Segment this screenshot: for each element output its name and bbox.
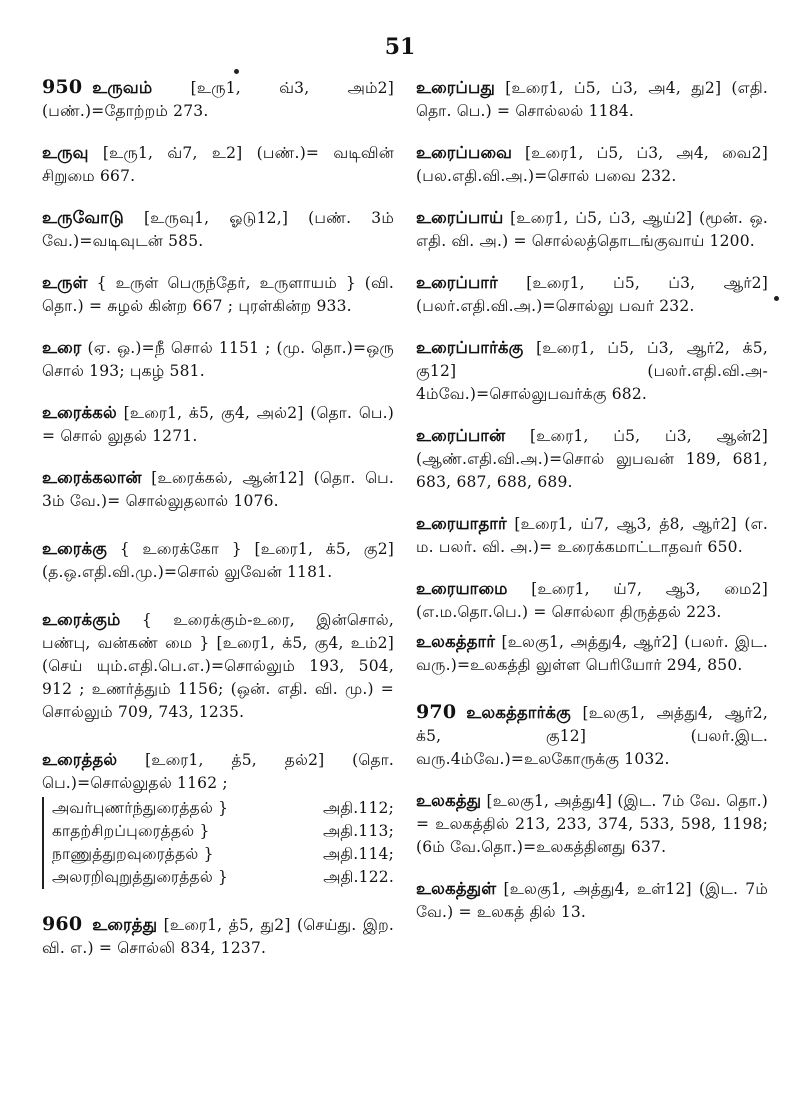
headword: உரைக்கு xyxy=(42,539,108,558)
left-column xyxy=(42,76,394,960)
definition: [உரை1, ப்5, ப்3, ஆன்2] (ஆண்.எதி.வி.அ.)=சொல் லுபவன் 189, 681, 683, 687, 688, 689. xyxy=(416,427,768,491)
sub-entry-row xyxy=(52,797,394,820)
dictionary-entry xyxy=(416,701,768,771)
definition: [உரை1, ப்5, ப்3, அ4, வை2] (பல.எதி.வி.அ.)=சொல் பவை 232. xyxy=(416,144,768,185)
headword: உரையாதார் xyxy=(416,514,507,533)
dictionary-entry xyxy=(416,206,768,253)
print-speck xyxy=(774,296,779,301)
headword: உரைத்து xyxy=(92,915,158,934)
dictionary-entry xyxy=(42,401,394,448)
dictionary-entry xyxy=(42,336,394,383)
definition: [உலகு1, அத்து4, உள்12] (இட. 7ம் வே.) = உலகத் தில் 13. xyxy=(416,880,768,921)
definition: [உரு1, வ்3, அம்2] (பண்.)=தோற்றம் 273. xyxy=(42,79,394,120)
headword: உரைக்கும் xyxy=(42,610,121,629)
dictionary-entry xyxy=(416,424,768,494)
dictionary-entry xyxy=(42,271,394,318)
sub-entry-title: நாணுத்துறவுரைத்தல் } xyxy=(52,845,214,863)
sub-entry-title: அலரறிவுறுத்துரைத்தல் } xyxy=(52,868,229,886)
headword: உரைக்கலான் xyxy=(42,468,142,487)
entry-number: 950 xyxy=(42,76,83,98)
right-column xyxy=(416,76,768,924)
definition: [உரை1, க்5, கு4, அல்2] (தொ. பெ.) = சொல் லுதல் 1271. xyxy=(42,404,394,445)
definition: [உருவு1, ஓடு12,] (பண். 3ம் வே.)=வடிவுடன் 585. xyxy=(42,209,394,250)
headword: உருவு xyxy=(42,143,89,162)
definition: [உரை1, ப்5, ப்3, ஆர்2, க்5, கு12] (பலர்.எதி.வி.அ- 4ம்வே.)=சொல்லுபவர்க்கு 682. xyxy=(416,339,768,403)
definition: { உருள் பெருந்தேர், உருளாயம் } (வி. தொ.) = சுழல் கின்ற 667 ; புரள்கின்ற 933. xyxy=(42,274,394,315)
dictionary-entry xyxy=(42,608,394,724)
dictionary-entry xyxy=(42,206,394,253)
dictionary-entry xyxy=(42,913,394,960)
print-speck xyxy=(234,69,239,74)
headword: உரைப்பார்க்கு xyxy=(416,338,524,357)
definition: [உரைக்கல், ஆன்12] (தொ. பெ. 3ம் வே.)= சொல்லுதலால் 1076. xyxy=(42,469,394,510)
headword: உலகத்துள் xyxy=(416,879,497,898)
definition: [உரை1, ப்5, ப்3, அ4, து2] (எதி. தொ. பெ.) = சொல்லல் 1184. xyxy=(416,79,768,120)
definition: [உரை1, ய்7, ஆ3, மை2] (எ.ம.தொ.பெ.) = சொல்லா திருத்தல் 223. xyxy=(416,580,768,621)
dictionary-entry xyxy=(42,141,394,188)
dictionary-entry xyxy=(416,76,768,123)
sub-entry-row xyxy=(52,866,394,889)
dictionary-entry xyxy=(416,630,768,677)
entry-number: 970 xyxy=(416,701,457,723)
headword: உலகத்தார்க்கு xyxy=(466,703,571,722)
definition: { உரைக்கும்-உரை, இன்சொல், பண்பு, வன்கண் மை } [உரை1, க்5, கு4, உம்2] (செய் யும்.எதி.பெ.எ.)=சொல்லும் 193, 504, 912 ; உணர்த்தும் 1156; (ஒன். எதி. வி. மு.) = சொல்லும் 709, 743, 1235. xyxy=(42,611,394,721)
dictionary-entry xyxy=(416,512,768,559)
headword: உரைப்பது xyxy=(416,78,495,97)
sub-entry-ref: அதி.113; xyxy=(322,822,394,840)
definition: { உரைக்கோ } [உரை1, க்5, கு2] (த.ஒ.எதி.வி.மு.)=சொல் லுவேன் 1181. xyxy=(42,540,394,581)
dictionary-entry xyxy=(416,141,768,188)
dictionary-entry xyxy=(42,76,394,123)
headword: உரையாமை xyxy=(416,579,508,598)
entry-number: 960 xyxy=(42,913,83,935)
dictionary-entry xyxy=(42,748,394,889)
sub-entry-ref: அதி.114; xyxy=(322,845,394,863)
dictionary-entry xyxy=(42,466,394,513)
sub-entry-ref: அதி.112; xyxy=(322,799,394,817)
definition: [உரை1, த்5, து2] (செய்து. இற. வி. எ.) = சொல்லி 834, 1237. xyxy=(42,916,394,957)
definition: [உரை1, ய்7, ஆ3, த்8, ஆர்2] (எ. ம. பலர். வி. அ.)= உரைக்கமாட்டாதவர் 650. xyxy=(416,515,768,556)
definition: [உரை1, ப்5, ப்3, ஆர்2] (பலர்.எதி.வி.அ.)=சொல்லு பவர் 232. xyxy=(416,274,768,315)
headword: உலகத்தார் xyxy=(416,632,496,651)
definition: [உரு1, வ்7, உ2] (பண்.)= வடிவின் சிறுமை 667. xyxy=(42,144,394,185)
headword: உரைப்பார் xyxy=(416,273,498,292)
dictionary-entry xyxy=(416,789,768,859)
dictionary-entry xyxy=(416,336,768,406)
dictionary-entry xyxy=(42,537,394,584)
headword: உரைத்தல் xyxy=(42,750,118,769)
definition: [உலகு1, அத்து4, ஆர்2, க்5, கு12] (பலர்.இட. வரு.4ம்வே.)=உலகோருக்கு 1032. xyxy=(416,704,768,768)
dictionary-entry xyxy=(416,877,768,924)
definition: [உரை1, த்5, தல்2] (தொ. பெ.)=சொல்லுதல் 1162 ; xyxy=(42,751,394,792)
sub-entry-title: அவர்புணர்ந்துரைத்தல் } xyxy=(52,799,229,817)
definition: (ஏ. ஒ.)=நீ சொல் 1151 ; (மு. தொ.)=ஒரு சொல் 193; புகழ் 581. xyxy=(42,339,394,380)
headword: உரைப்பாய் xyxy=(416,208,504,227)
dictionary-entry xyxy=(416,577,768,624)
headword: உரைக்கல் xyxy=(42,403,117,422)
sub-entry-title: காதற்சிறப்புரைத்தல் } xyxy=(52,822,210,840)
sub-entry-row xyxy=(52,843,394,866)
dictionary-entry xyxy=(416,271,768,318)
definition: [உலகு1, அத்து4, ஆர்2] (பலர். இட. வரு.)=உலகத்தி லுள்ள பெரியோர் 294, 850. xyxy=(416,633,768,674)
headword: உருள் xyxy=(42,273,88,292)
headword: உரைப்பான் xyxy=(416,426,506,445)
headword: உரை xyxy=(42,338,82,357)
sub-entry-ref: அதி.122. xyxy=(323,868,394,886)
headword: உருவம் xyxy=(92,78,153,97)
headword: உருவோடு xyxy=(42,208,124,227)
headword: உலகத்து xyxy=(416,791,482,810)
sub-entry-row xyxy=(52,820,394,843)
definition: [உரை1, ப்5, ப்3, ஆய்2] (மூன். ஒ. எதி. வி. அ.) = சொல்லத்தொடங்குவாய் 1200. xyxy=(416,209,768,250)
sub-entries xyxy=(42,797,394,889)
page-number: 51 xyxy=(384,34,416,60)
definition: [உலகு1, அத்து4] (இட. 7ம் வே. தொ.) = உலகத்தில் 213, 233, 374, 533, 598, 1198; (6ம் வே.தொ.)=உலகத்தினது 637. xyxy=(416,792,768,856)
headword: உரைப்பவை xyxy=(416,143,513,162)
